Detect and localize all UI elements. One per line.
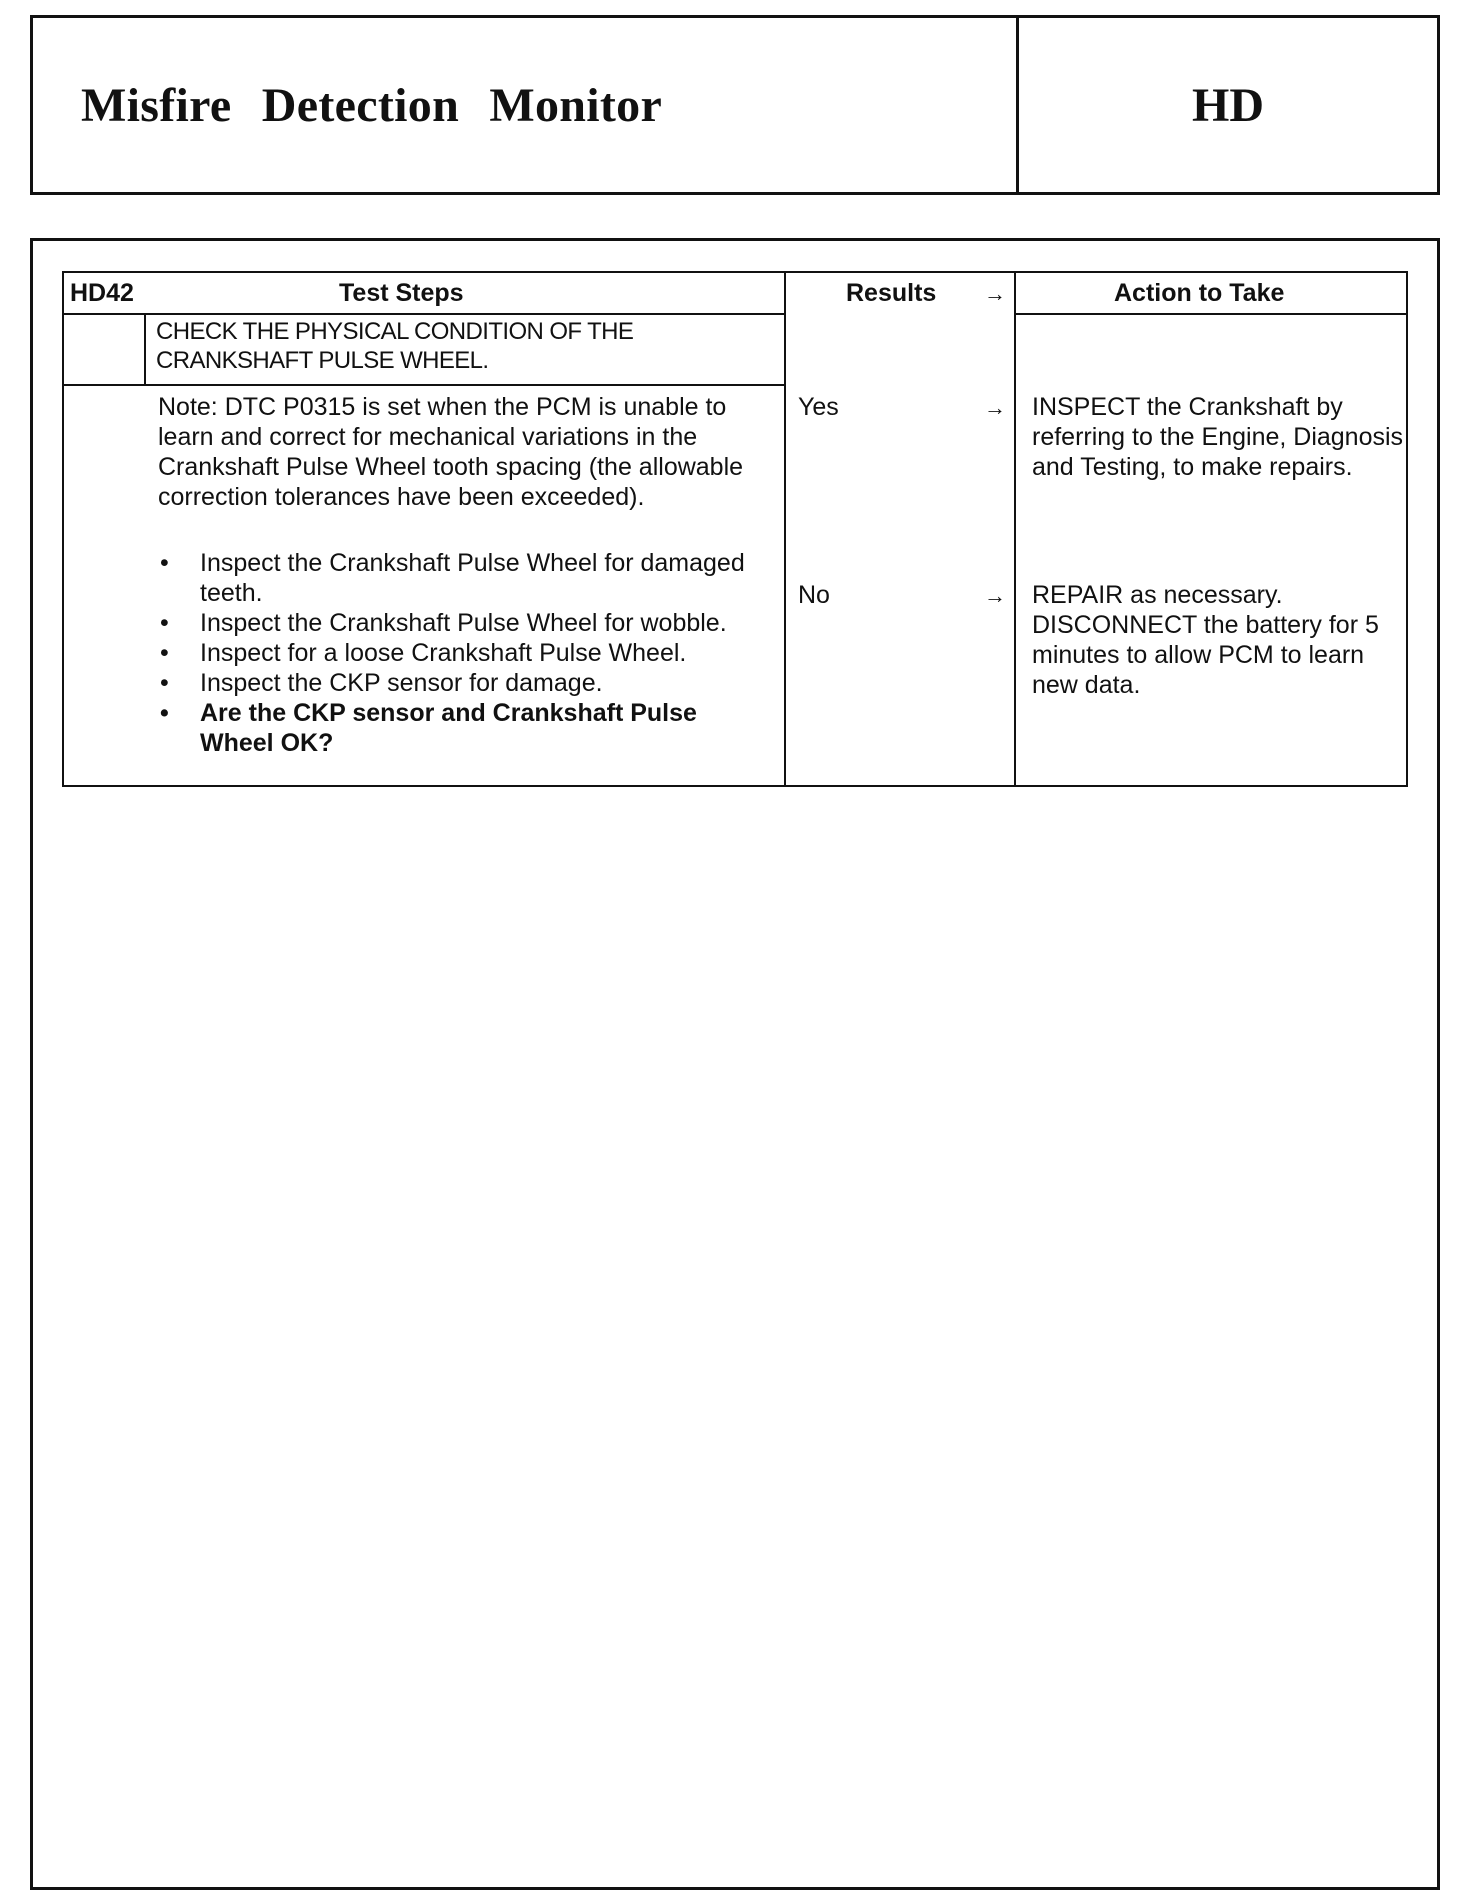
step-note: Note: DTC P0315 is set when the PCM is unable to learn and correct for mechanical variations in the Crankshaft Pulse Wheel tooth spacing (the allowable correction tolerances have been exceeded). [158, 393, 744, 511]
header-row-divider [64, 313, 784, 315]
header-action: Action to Take [1114, 279, 1285, 307]
header-results: Results [846, 279, 937, 307]
page-header [30, 15, 1440, 195]
header-arrow: → [984, 281, 1006, 306]
list-item: • Inspect for a loose Crankshaft Pulse Wheel. [158, 638, 758, 668]
result-yes: Yes [798, 393, 839, 421]
list-item: • Inspect the Crankshaft Pulse Wheel for wobble. [158, 608, 758, 638]
section-code: HD [1192, 79, 1264, 132]
column-divider [784, 273, 786, 785]
action-yes: INSPECT the Crankshaft by referring to the Engine, Diagnosis and Testing, to make repairs. [1032, 393, 1404, 481]
action-no: REPAIR as necessary. DISCONNECT the battery for 5 minutes to allow PCM to learn new data. [1032, 581, 1379, 699]
result-no-arrow: → [984, 583, 1006, 608]
step-title-divider [64, 384, 784, 386]
result-no: No [798, 581, 830, 609]
step-id-divider [144, 313, 146, 384]
list-item: • Inspect the Crankshaft Pulse Wheel for damaged teeth. [158, 548, 758, 608]
page-title: Misfire Detection Monitor [81, 79, 663, 132]
header-test-steps: Test Steps [339, 279, 464, 307]
step-question: • Are the CKP sensor and Crankshaft Pulse Wheel OK? [158, 698, 758, 758]
test-steps-table [62, 271, 1408, 787]
step-id: HD42 [70, 279, 134, 307]
list-item: • Inspect the CKP sensor for damage. [158, 668, 758, 698]
column-divider [1014, 273, 1016, 785]
header-row-divider [1014, 313, 1406, 315]
step-title: CHECK THE PHYSICAL CONDITION OF THE CRANKSHAFT PULSE WHEEL. [156, 318, 634, 374]
result-yes-arrow: → [984, 395, 1006, 420]
inspection-list [158, 548, 758, 758]
